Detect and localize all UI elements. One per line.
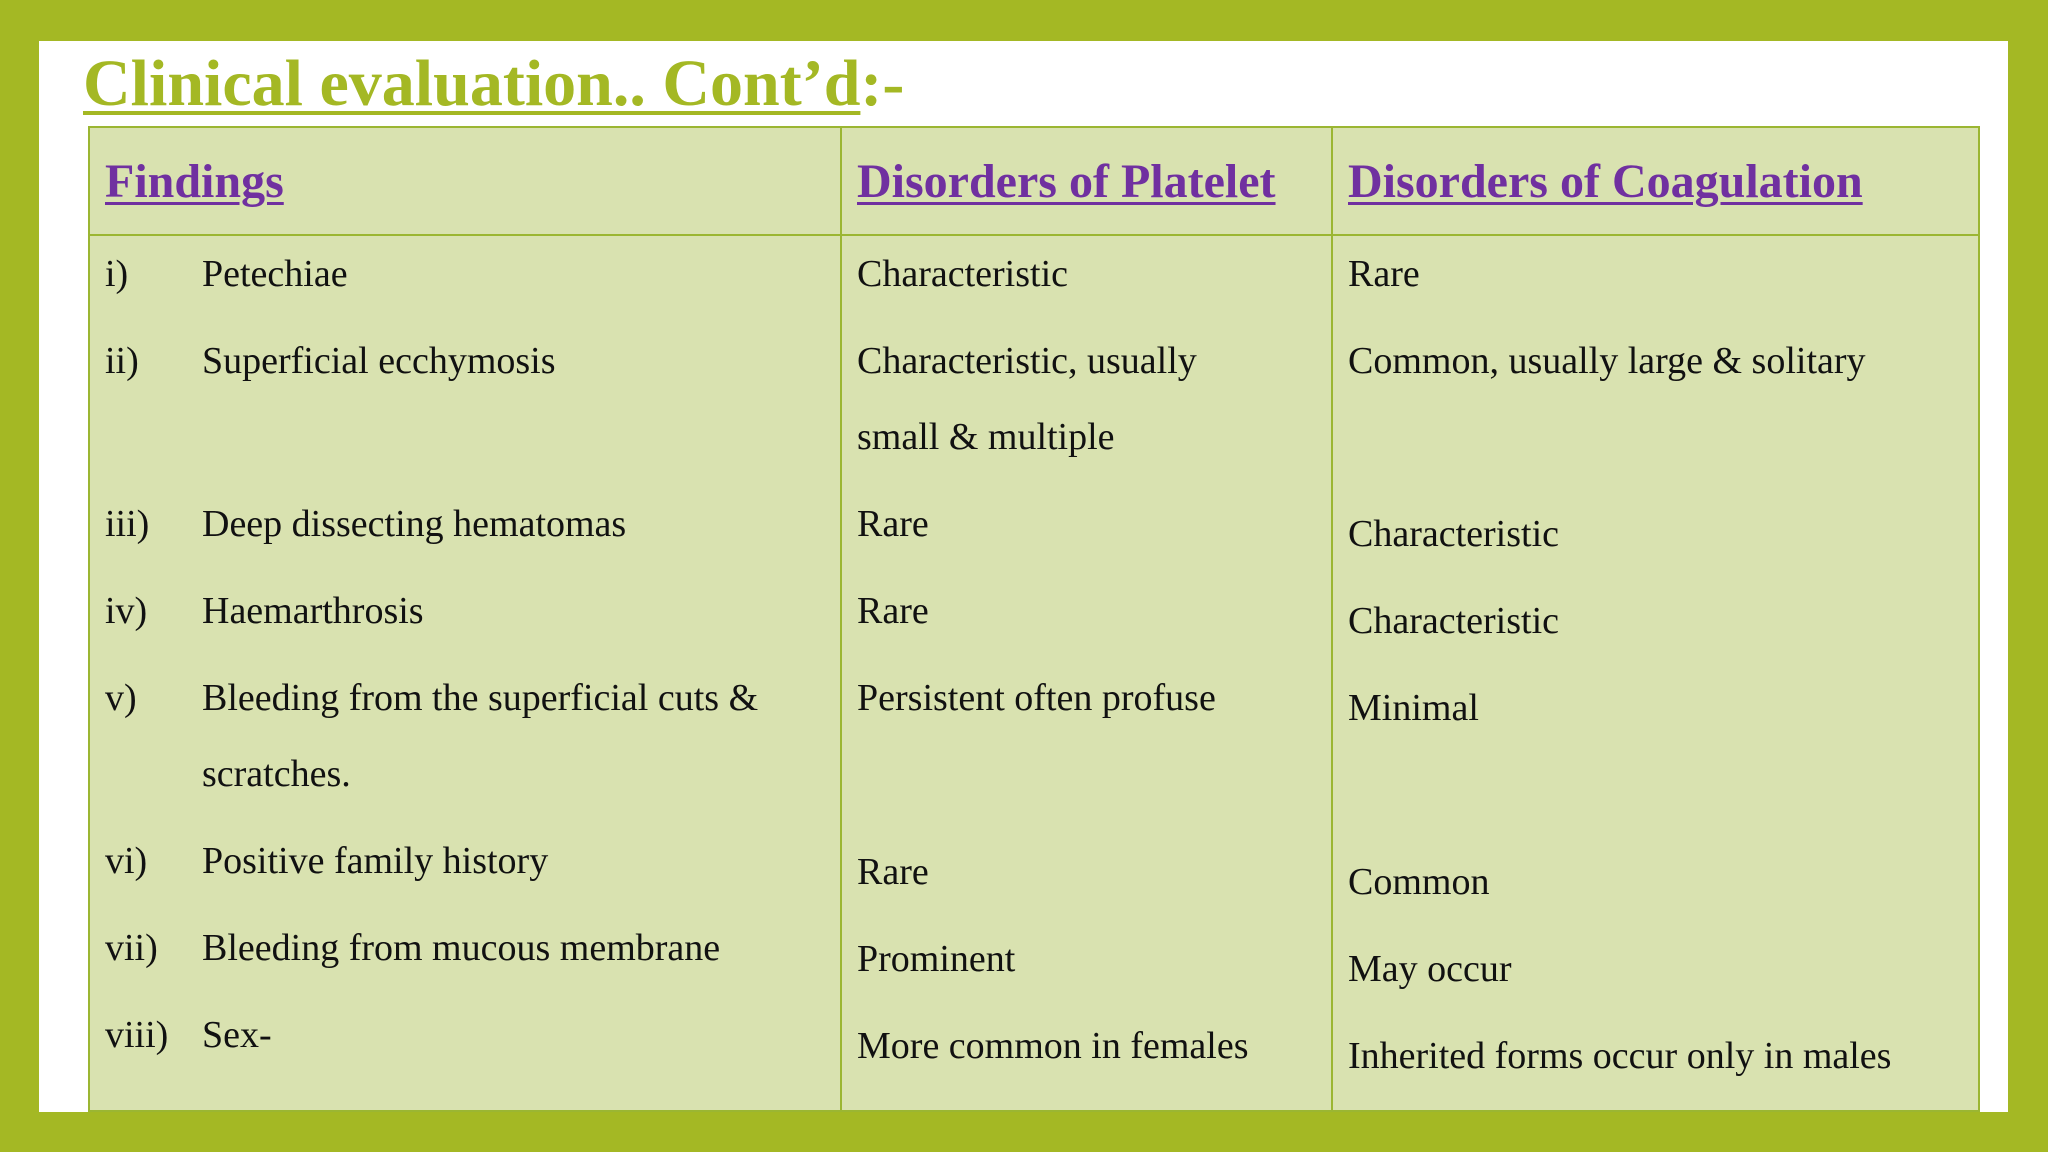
slide-title-main: Clinical evaluation.. Cont’d — [83, 47, 861, 120]
coagulation-column — [1332, 235, 1979, 1111]
coagulation-value: Characteristic — [1348, 600, 1560, 642]
finding-text-continuation: scratches. — [202, 753, 351, 795]
coagulation-value: Rare — [1348, 253, 1420, 295]
findings-column — [89, 235, 841, 1111]
slide-title — [83, 43, 904, 126]
finding-text: Superficial ecchymosis — [202, 340, 556, 382]
platelet-value: Rare — [857, 851, 929, 893]
coagulation-value: Common — [1348, 861, 1490, 903]
finding-text: Bleeding from mucous membrane — [202, 927, 721, 969]
finding-number: iv) — [105, 590, 148, 632]
coagulation-value: Minimal — [1348, 687, 1479, 729]
platelet-value: Characteristic — [857, 253, 1069, 295]
finding-text: Deep dissecting hematomas — [202, 503, 627, 545]
coagulation-value: Inherited forms occur only in males — [1348, 1035, 1892, 1077]
coagulation-value: May occur — [1348, 948, 1512, 990]
platelet-value-continuation: small & multiple — [857, 416, 1115, 458]
finding-number: ii) — [105, 340, 139, 382]
finding-number: v) — [105, 677, 137, 719]
slide — [39, 41, 2008, 1112]
table-body-row — [89, 235, 1979, 1111]
finding-number: vii) — [105, 927, 158, 969]
findings-table — [88, 126, 1980, 1112]
finding-number: i) — [105, 253, 129, 295]
platelet-value: Prominent — [857, 938, 1016, 980]
slide-title-suffix: :- — [860, 47, 905, 120]
finding-text: Sex- — [202, 1014, 272, 1056]
coagulation-value: Characteristic — [1348, 513, 1560, 555]
header-findings: Findings — [89, 127, 841, 235]
header-platelet: Disorders of Platelet — [841, 127, 1332, 235]
coagulation-value: Common, usually large & solitary — [1348, 340, 1866, 382]
platelet-value: More common in females — [857, 1025, 1249, 1067]
platelet-column — [841, 235, 1332, 1111]
finding-text: Bleeding from the superficial cuts & — [202, 677, 759, 719]
header-coagulation: Disorders of Coagulation — [1332, 127, 1979, 235]
table-header-row — [89, 127, 1979, 235]
finding-number: viii) — [105, 1014, 169, 1056]
finding-number: vi) — [105, 840, 148, 882]
finding-text: Petechiae — [202, 253, 348, 295]
platelet-value: Characteristic, usually — [857, 340, 1197, 382]
platelet-value: Rare — [857, 503, 929, 545]
platelet-value: Rare — [857, 590, 929, 632]
finding-number: iii) — [105, 503, 150, 545]
platelet-value: Persistent often profuse — [857, 677, 1216, 719]
finding-text: Haemarthrosis — [202, 590, 424, 632]
finding-text: Positive family history — [202, 840, 549, 882]
